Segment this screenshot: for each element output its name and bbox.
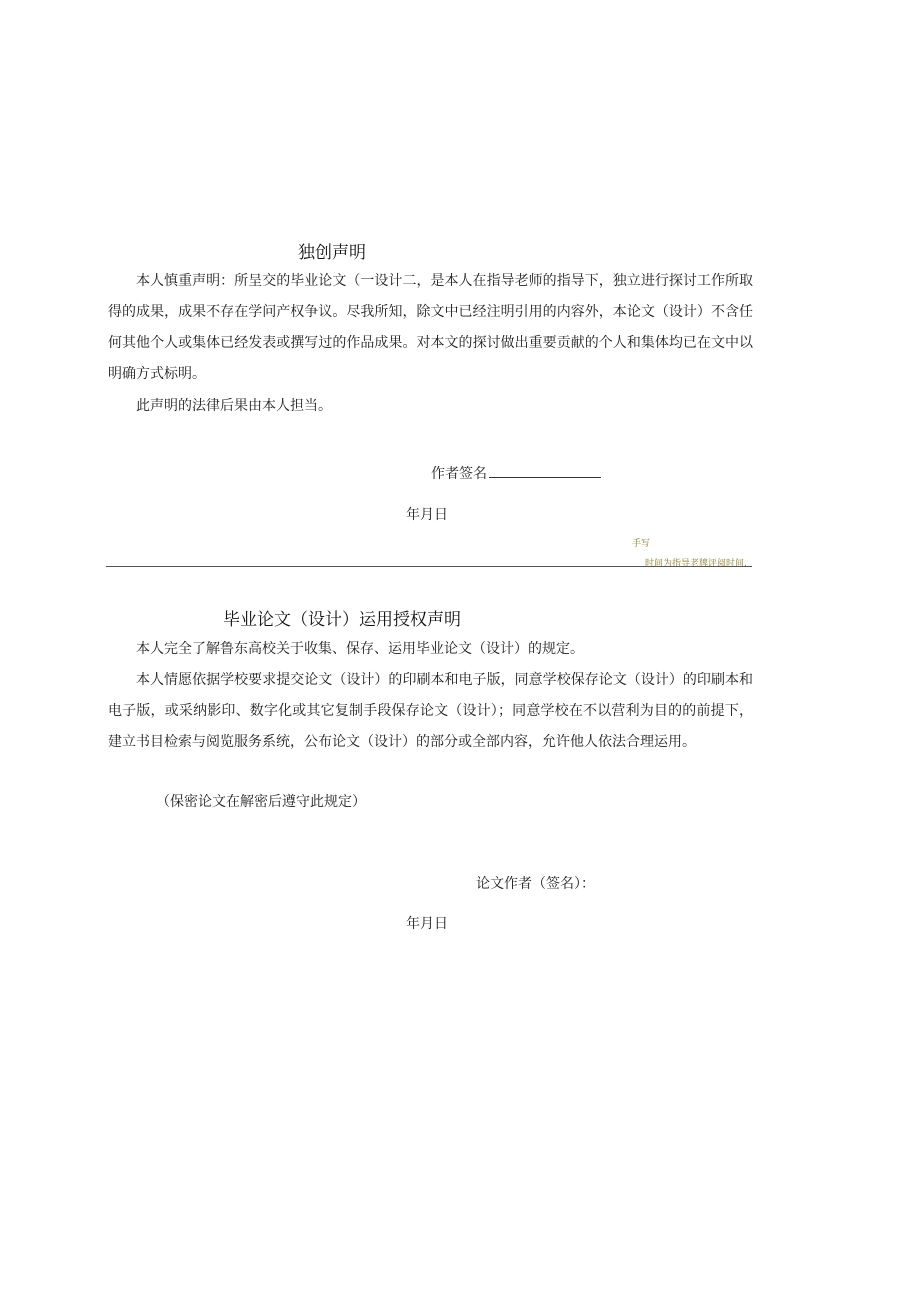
authorization-paragraph-3: （保密论文在解密后遵守此规定） <box>156 794 366 810</box>
authorization-paragraph-2: 本人情愿依据学校要求提交论文（设计）的印刷本和电子版，同意学校保存论文（设计）的印刷本和电子版，或采纳影印、数字化或其它复制手段保存论文（设计）；同意学校在不以营利为目的的前提下，建立书目检索与阅览服务系统，公布论文（设计）的部分或全部内容，允许他人依法合理运用。 <box>108 672 753 750</box>
declaration-signature-line <box>431 463 601 483</box>
note-line-2: 时间为指导老牌评阅时间. <box>645 559 747 569</box>
declaration-date: 年月日 <box>406 507 448 523</box>
declaration-title: 独创声明 <box>298 243 366 263</box>
declaration-paragraph-2: 此声明的法律后果由本人担当。 <box>136 398 332 414</box>
authorization-title: 毕业论文（设计）运用授权声明 <box>223 610 461 630</box>
authorization-signature-label: 论文作者（签名）： <box>476 876 595 892</box>
note-line-1: 手写 <box>632 539 651 549</box>
declaration-paragraph-1: 本人慎重声明：所呈交的毕业论文（一设计二，是本人在指导老师的指导下，独立进行探讨工作所取得的成果，成果不存在学问产权争议。尽我所知，除文中已经注明引用的内容外，本论文（设计）不含任何其他个人或集体已经发表或撰写过的作品成果。对本文的探讨做出重要贡献的个人和集体均已在文中以明确方式标明。 <box>108 273 753 382</box>
section-divider <box>106 566 752 567</box>
authorization-date: 年月日 <box>406 916 448 932</box>
declaration-signature-blank[interactable] <box>489 463 601 478</box>
authorization-paragraph-1: 本人完全了解鲁东高校关于收集、保存、运用毕业论文（设计）的规定。 <box>136 641 584 657</box>
declaration-signature-label: 作者签名 <box>431 466 487 482</box>
